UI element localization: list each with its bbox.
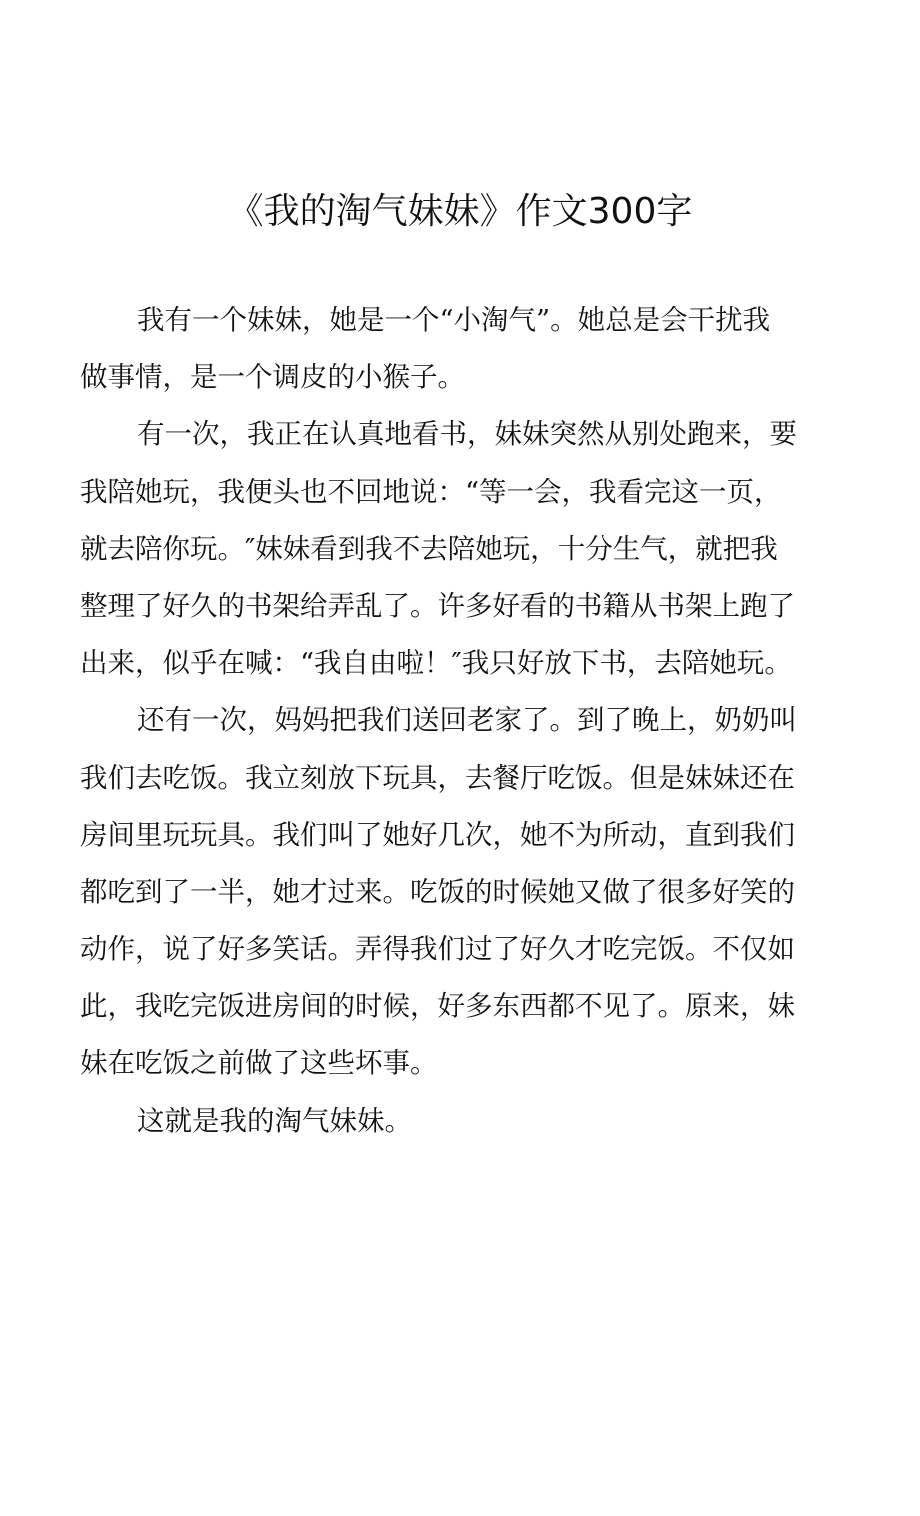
paragraph-3-line-2: 我们去吃饭。我立刻放下玩具，去餐厅吃饭。但是妹妹还在 bbox=[80, 761, 795, 794]
paragraph-3-line-3: 房间里玩玩具。我们叫了她好几次，她不为所动，直到我们 bbox=[80, 818, 795, 851]
document-title: 《我的淘气妹妹》作文300字 bbox=[227, 191, 693, 232]
paragraph-3-line-7: 妹在吃饭之前做了这些坏事。 bbox=[80, 1047, 438, 1080]
paragraph-2-line-4: 整理了好久的书架给弄乱了。许多好看的书籍从书架上跑了 bbox=[80, 589, 795, 622]
paragraph-2-line-1: 有一次，我正在认真地看书，妹妹突然从别处跑来，要 bbox=[137, 418, 797, 451]
paragraph-2-line-3: 就去陪你玩。″妹妹看到我不去陪她玩，十分生气，就把我 bbox=[80, 532, 778, 565]
essay-body bbox=[80, 292, 822, 1150]
paragraph-3-line-1: 还有一次，妈妈把我们送回老家了。到了晚上，奶奶叫 bbox=[137, 704, 797, 737]
paragraph-1-line-2: 做事情，是一个调皮的小猴子。 bbox=[80, 361, 465, 394]
paragraph-4-line-1: 这就是我的淘气妹妹。 bbox=[137, 1104, 412, 1137]
paragraph-1-line-1: 我有一个妹妹，她是一个“小淘气”。她总是会干扰我 bbox=[137, 304, 771, 336]
paragraph-2-line-5: 出来，似乎在喊：“我自由啦！″我只好放下书，去陪她玩。 bbox=[80, 647, 792, 680]
paragraph-3-line-4: 都吃到了一半，她才过来。吃饭的时候她又做了很多好笑的 bbox=[80, 875, 795, 908]
paragraph-3-line-5: 动作，说了好多笑话。弄得我们过了好久才吃完饭。不仅如 bbox=[80, 933, 795, 966]
paragraph-3-line-6: 此，我吃完饭进房间的时候，好多东西都不见了。原来，妹 bbox=[80, 990, 795, 1023]
paragraph-2-line-2: 我陪她玩，我便头也不回地说：“等一会，我看完这一页， bbox=[80, 475, 782, 508]
